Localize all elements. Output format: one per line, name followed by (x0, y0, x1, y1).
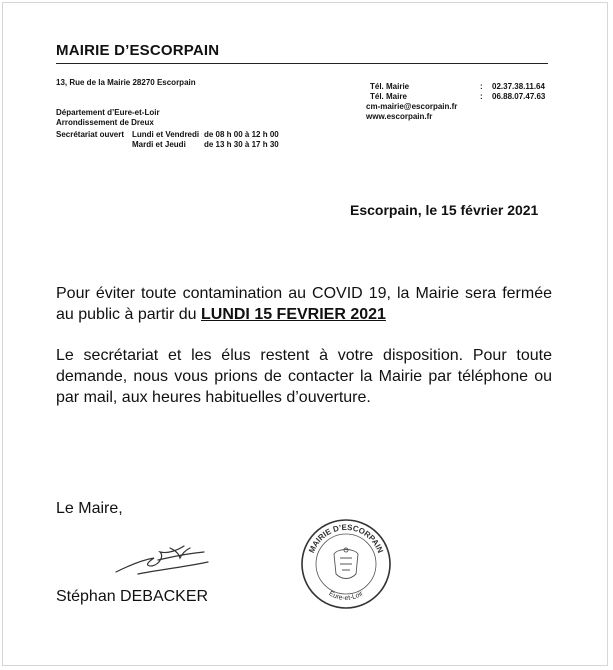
letterhead-title: MAIRIE D’ESCORPAIN (56, 42, 220, 59)
svg-text:Eure-et-Loir (328, 590, 366, 602)
handwritten-signature (108, 528, 218, 584)
contact-label-phone-maire: Tél. Maire (370, 92, 407, 101)
address-line: 13, Rue de la Mairie 28270 Escorpain (56, 78, 196, 87)
department-line: Département d’Eure-et-Loir (56, 108, 160, 117)
notice-text: Pour éviter toute contamination au COVID 19, la Mairie sera fermée au public à partir du (56, 285, 552, 323)
date-line: Escorpain, le 15 février 2021 (350, 202, 539, 218)
arrondissement-line: Arrondissement de Dreux (56, 118, 154, 127)
closure-date-emphasis: LUNDI 15 FEVRIER 2021 (200, 306, 386, 323)
letterhead-rule (56, 63, 548, 64)
official-seal-stamp (300, 518, 392, 610)
hours-time-1: de 08 h 00 à 12 h 00 (204, 130, 279, 139)
closing-line: Le Maire, (56, 500, 123, 517)
hours-label: Secrétariat ouvert (56, 130, 125, 139)
contact-separator: : (480, 92, 483, 101)
contact-website: www.escorpain.fr (366, 112, 433, 121)
contact-value-phone-maire: 06.88.07.47.63 (492, 92, 546, 101)
contact-value-phone-mairie: 02.37.38.11.64 (492, 82, 545, 91)
contact-separator: : (480, 82, 483, 91)
notice-paragraph (56, 283, 552, 325)
contact-paragraph: Le secrétariat et les élus restent à votre disposition. Pour toute demande, nous vous prions de contacter la Mairie par téléphone ou par mail, aux heures habituelles d’ouverture. (56, 347, 552, 406)
seal-top-text: MAIRIE D’ESCORPAIN (307, 522, 385, 555)
hours-days-1: Lundi et Vendredi (132, 130, 200, 139)
hours-time-2: de 13 h 30 à 17 h 30 (204, 140, 279, 149)
signatory-name: Stéphan DEBACKER (56, 588, 209, 605)
seal-bottom-text: Eure-et-Loir (327, 590, 365, 603)
contact-label-phone-mairie: Tél. Mairie (370, 82, 410, 91)
hours-days-2: Mardi et Jeudi (132, 140, 186, 149)
contact-email: cm-mairie@escorpain.fr (366, 102, 458, 111)
